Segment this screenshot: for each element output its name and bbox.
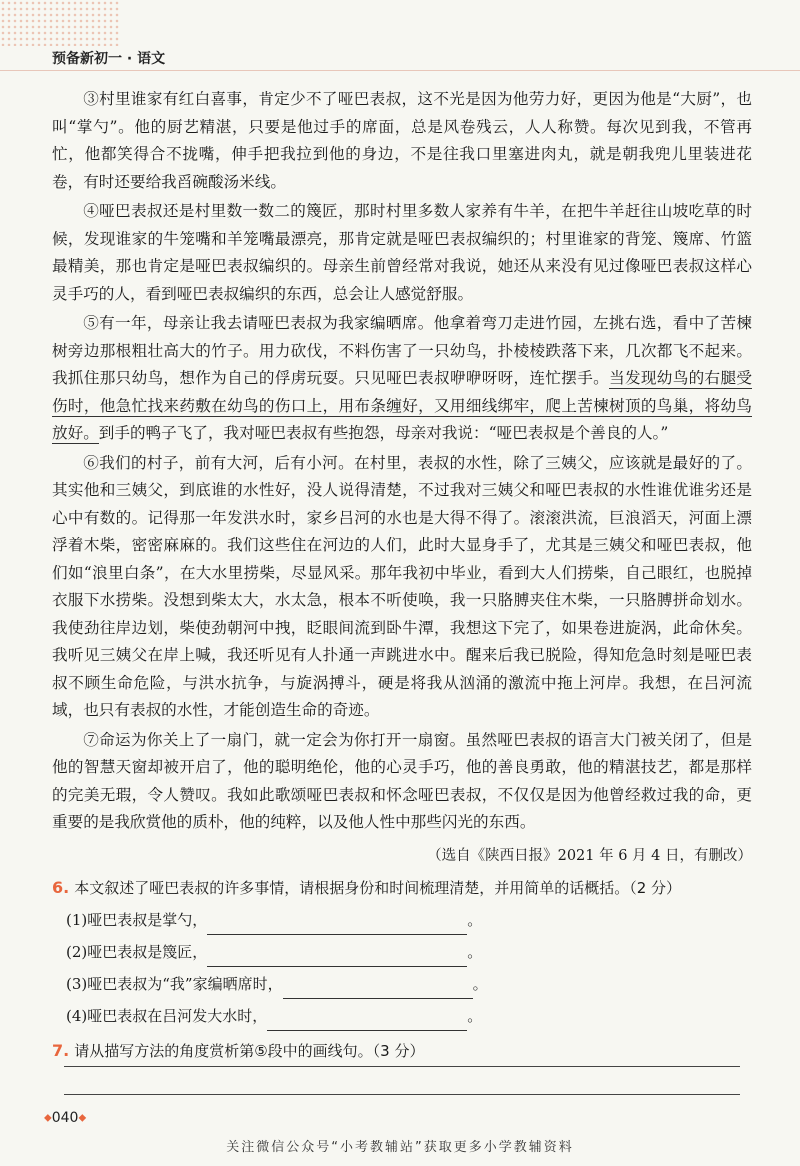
question-7 (52, 1037, 752, 1066)
q6-item-2-blank[interactable] (207, 948, 467, 967)
q6-item-3 (66, 973, 752, 999)
paragraph-5-start: ⑤有一年，母亲让我去请哑巴表叔为我家编晒席。他拿着弯刀走进竹园，左挑右选，看中了苦楝树旁边那根粗壮高大的竹子。用力砍伐，不料伤害了一只幼鸟，扑棱棱跌落下来，几次都飞不起来。我抓住那只幼鸟，想作为自己的俘虏玩耍。只见哑巴表叔咿咿呀呀，连忙摆手。 (52, 314, 752, 387)
page-header: 预备新初一 · 语文 (52, 51, 166, 67)
answer-line-1[interactable] (64, 1066, 740, 1067)
q6-item-3-blank[interactable] (283, 980, 473, 999)
paragraph-7: ⑦命运为你关上了一扇门，就一定会为你打开一扇窗。虽然哑巴表叔的语言大门被关闭了，但是他的智慧天窗却被开启了，他的聪明绝伦，他的心灵手巧，他的善良勇敢，他的精湛技艺，都是那样的完美无瑕，令人赞叹。我如此歌颂哑巴表叔和怀念哑巴表叔，不仅仅是因为他曾经救过我的命，更重要的是我欣赏他的质朴，他的纯粹，以及他人性中那些闪光的东西。 (52, 730, 752, 831)
page-number (44, 1110, 86, 1126)
source-citation: （选自《陕西日报》2021 年 6 月 4 日，有删改） (427, 847, 752, 864)
reading-passage (52, 86, 752, 1065)
q6-item-1 (66, 909, 752, 935)
q6-item-1-end: 。 (467, 911, 483, 929)
q6-item-4-blank[interactable] (267, 1012, 467, 1031)
q6-item-4-label: (4)哑巴表叔在吕河发大水时， (66, 1007, 268, 1025)
paragraph-3: ③村里谁家有红白喜事，肯定少不了哑巴表叔，这不光是因为他劳力好，更因为他是“大厨”，也叫“掌勺”。他的厨艺精湛，只要是他过手的席面，总是风卷残云，人人称赞。每次见到我，不管再忙，他都笑得合不拢嘴，伸手把我拉到他的身边，不是往我口里塞进肉丸，就是朝我兜儿里装进花卷，有时还要给我舀碗酸汤米线。 (52, 90, 752, 191)
question-6-number: 6. (52, 878, 70, 897)
q6-item-2-end: 。 (467, 943, 483, 961)
decorative-dot-pattern (0, 0, 120, 46)
paragraph-6: ⑥我们的村子，前有大河，后有小河。在村里，表叔的水性，除了三姨父，应该就是最好的了。其实他和三姨父，到底谁的水性好，没人说得清楚，不过我对三姨父和哑巴表叔的水性谁优谁劣还是心中有数的。记得那一年发洪水时，家乡吕河的水也是大得不得了。滚滚洪流，巨浪滔天，河面上漂浮着木柴，密密麻麻的。我们这些住在河边的人们，此时大显身手了，尤其是三姨父和哑巴表叔，他们如“浪里白条”，在大水里捞柴，尽显风采。那年我初中毕业，看到大人们捞柴，自己眼红，也脱掉衣服下水捞柴。没想到柴太大，水太急，根本不听使唤，我一只胳膊夹住木柴，一只胳膊拼命划水。我使劲往岸边划，柴使劲朝河中拽，眨眼间流到卧牛潭，我想这下完了，如果卷进旋涡，此命休矣。我听见三姨父在岸上喊，我还听见有人扑通一声跳进水中。醒来后我已脱险，得知危急时刻是哑巴表叔不顾生命危险，与洪水抗争，与旋涡搏斗，硬是将我从汹涌的激流中拖上河岸。我想，在吕河流域，也只有表叔的水性，才能创造生命的奇迹。 (52, 453, 752, 719)
paragraph-5-end: 到手的鸭子飞了，我对哑巴表叔有些抱怨，母亲对我说：“哑巴表叔是个善良的人。” (98, 424, 669, 442)
answer-line-2[interactable] (64, 1094, 740, 1095)
q6-item-1-blank[interactable] (207, 916, 467, 935)
header-rule (0, 70, 800, 71)
q6-item-4-end: 。 (467, 1007, 483, 1025)
paragraph-5 (52, 310, 752, 448)
page-number-text: 040 (51, 1110, 79, 1126)
diamond-icon: ◆ (78, 1112, 87, 1124)
q6-item-4 (66, 1005, 752, 1031)
question-7-number: 7. (52, 1040, 70, 1060)
q6-item-2-label: (2)哑巴表叔是篾匠， (66, 943, 208, 961)
paragraph-4: ④哑巴表叔还是村里数一数二的篾匠，那时村里多数人家养有牛羊，在把牛羊赶往山坡吃草的时候，发现谁家的牛笼嘴和羊笼嘴最漂亮，那肯定就是哑巴表叔编织的；村里谁家的背笼、篾席、竹篮最精美，那也肯定是哑巴表叔编织的。母亲生前曾经常对我说，她还从来没有见过像哑巴表叔这样心灵手巧的人，看到哑巴表叔编织的东西，总会让人感觉舒服。 (52, 202, 752, 303)
underlined-sentence: 当发现幼鸟的右腿受伤时，他急忙找来药敷在幼鸟的伤口上，用布条缠好，又用细线绑牢，爬上苦楝树顶的鸟巢，将幼鸟放好。 (52, 369, 752, 442)
question-6 (52, 874, 752, 903)
q6-item-3-end: 。 (472, 975, 488, 993)
q6-item-3-label: (3)哑巴表叔为“我”家编晒席时， (66, 975, 283, 993)
question-6-text: 本文叙述了哑巴表叔的许多事情，请根据身份和时间梳理清楚，并用简单的话概括。（2 分） (74, 879, 682, 897)
q6-item-1-label: (1)哑巴表叔是掌勺， (66, 911, 208, 929)
question-7-text: 请从描写方法的角度赏析第⑤段中的画线句。（3 分） (74, 1041, 425, 1060)
q6-item-2 (66, 941, 752, 967)
diamond-icon: ◆ (44, 1112, 52, 1124)
footer-note: 关注微信公众号“小考教辅站”获取更多小学教辅资料 (226, 1140, 574, 1155)
